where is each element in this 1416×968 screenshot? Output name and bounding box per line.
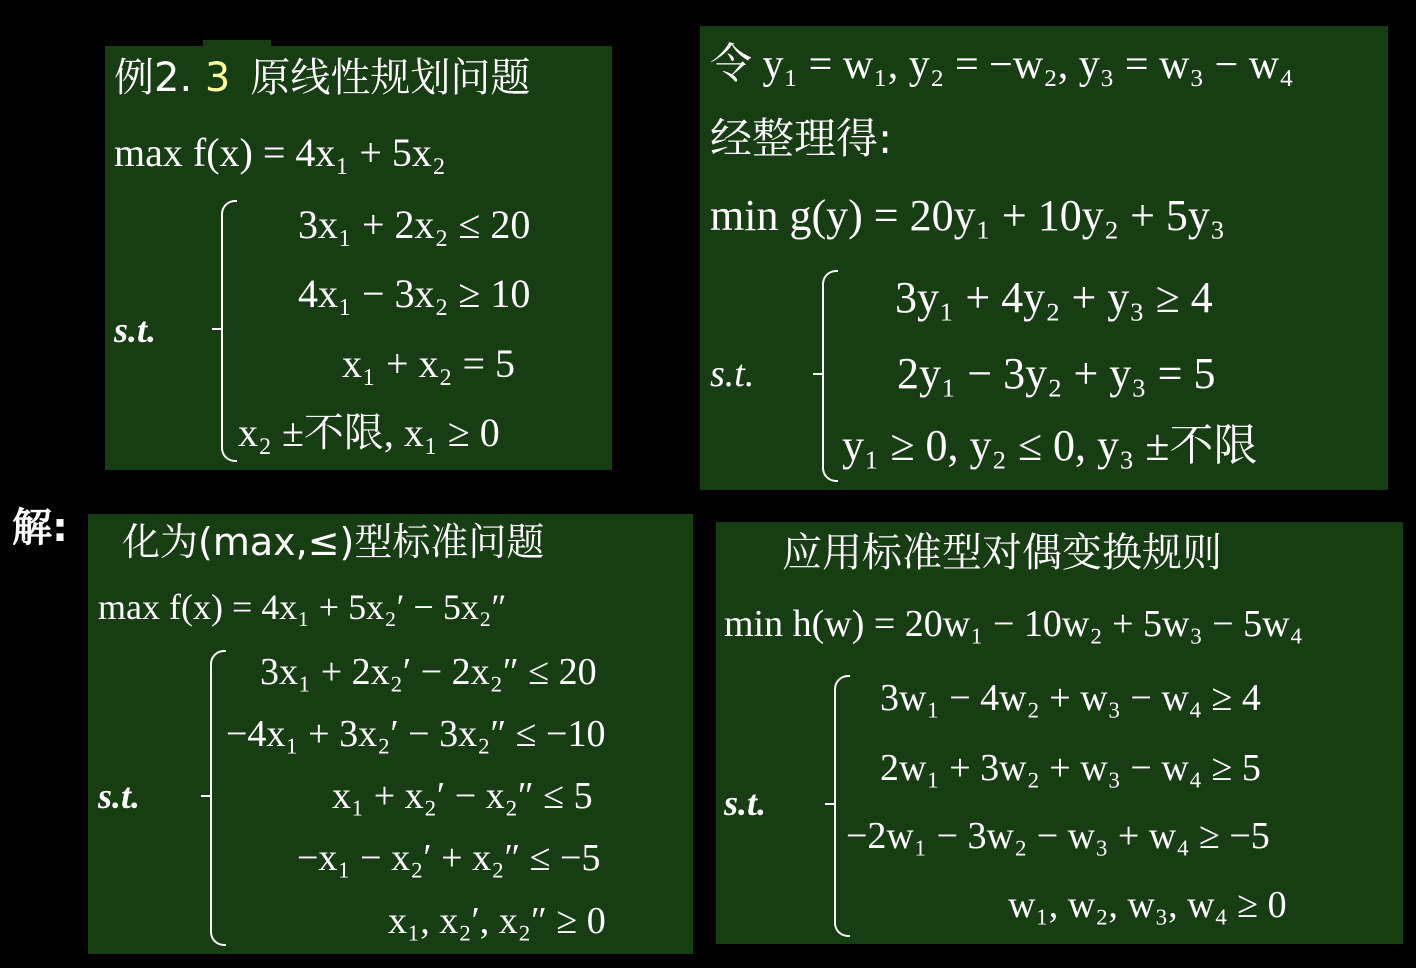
transform-st-label: s.t. xyxy=(724,783,767,823)
original-constraint-brace xyxy=(221,200,237,462)
dual-objective: min g(y) = 20y₁ + 10y₂ + 5y₃ xyxy=(710,191,1226,240)
original-problem-panel xyxy=(105,46,612,470)
standard-constraint-4: −x₁ − x₂′ + x₂″ ≤ −5 xyxy=(297,837,601,879)
example-title-prefix: 例2. xyxy=(114,55,205,101)
transform-constraint-1: 3w₁ − 4w₂ + w₃ − w₄ ≥ 4 xyxy=(880,677,1261,719)
dual-constraint-1: 3y₁ + 4y₂ + y₃ ≥ 4 xyxy=(895,273,1213,322)
dual-transform-panel xyxy=(716,522,1403,944)
dual-constraint-brace xyxy=(822,270,838,482)
standard-constraint-5: x₁, x₂′, x₂″ ≥ 0 xyxy=(388,900,606,942)
standard-brace-tip xyxy=(201,795,211,797)
original-objective: max f(x) = 4x₁ + 5x₂ xyxy=(114,130,446,175)
standard-constraint-3: x₁ + x₂′ − x₂″ ≤ 5 xyxy=(332,775,593,817)
arranged-label: 经整理得: xyxy=(710,114,893,163)
dual-constraint-3: y₁ ≥ 0, y₂ ≤ 0, y₃ ±不限 xyxy=(842,421,1258,470)
transform-objective: min h(w) = 20w₁ − 10w₂ + 5w₃ − 5w₄ xyxy=(724,603,1303,645)
standard-st-label: s.t. xyxy=(98,776,141,816)
standard-constraint-2: −4x₁ + 3x₂′ − 3x₂″ ≤ −10 xyxy=(226,713,606,755)
original-st-label: s.t. xyxy=(114,310,157,350)
transform-constraint-2: 2w₁ + 3w₂ + w₃ − w₄ ≥ 5 xyxy=(880,747,1261,789)
example-title-text: 原线性规划问题 xyxy=(250,55,531,101)
standard-form-title: 化为(max,≤)型标准问题 xyxy=(122,520,545,564)
original-constraint-1: 3x₁ + 2x₂ ≤ 20 xyxy=(298,202,531,247)
transform-constraint-4: w₁, w₂, w₃, w₄ ≥ 0 xyxy=(1008,884,1287,926)
transform-constraint-3: −2w₁ − 3w₂ − w₃ + w₄ ≥ −5 xyxy=(846,815,1270,857)
dual-st-label: s.t. xyxy=(710,353,755,395)
transform-constraint-brace xyxy=(834,675,850,937)
transform-brace-tip xyxy=(825,803,835,805)
standard-objective: max f(x) = 4x₁ + 5x₂′ − 5x₂″ xyxy=(98,587,507,627)
example-number: 3 xyxy=(204,55,231,101)
standard-constraint-1: 3x₁ + 2x₂′ − 2x₂″ ≤ 20 xyxy=(260,651,597,693)
original-brace-tip xyxy=(212,328,222,330)
original-constraint-4: x₂ ±不限, x₁ ≥ 0 xyxy=(238,410,500,455)
dual-constraint-2: 2y₁ − 3y₂ + y₃ = 5 xyxy=(897,349,1216,398)
original-constraint-3: x₁ + x₂ = 5 xyxy=(342,341,516,386)
original-constraint-2: 4x₁ − 3x₂ ≥ 10 xyxy=(298,271,531,316)
dual-brace-tip xyxy=(813,373,823,375)
dual-transform-title: 应用标准型对偶变换规则 xyxy=(782,530,1222,576)
title-tab xyxy=(203,40,271,52)
solution-label: 解: xyxy=(12,505,68,551)
example-title xyxy=(114,55,531,101)
standard-constraint-brace xyxy=(210,650,226,946)
variable-substitution: 令 y₁ = w₁, y₂ = −w₂, y₃ = w₃ − w₄ xyxy=(710,42,1294,88)
